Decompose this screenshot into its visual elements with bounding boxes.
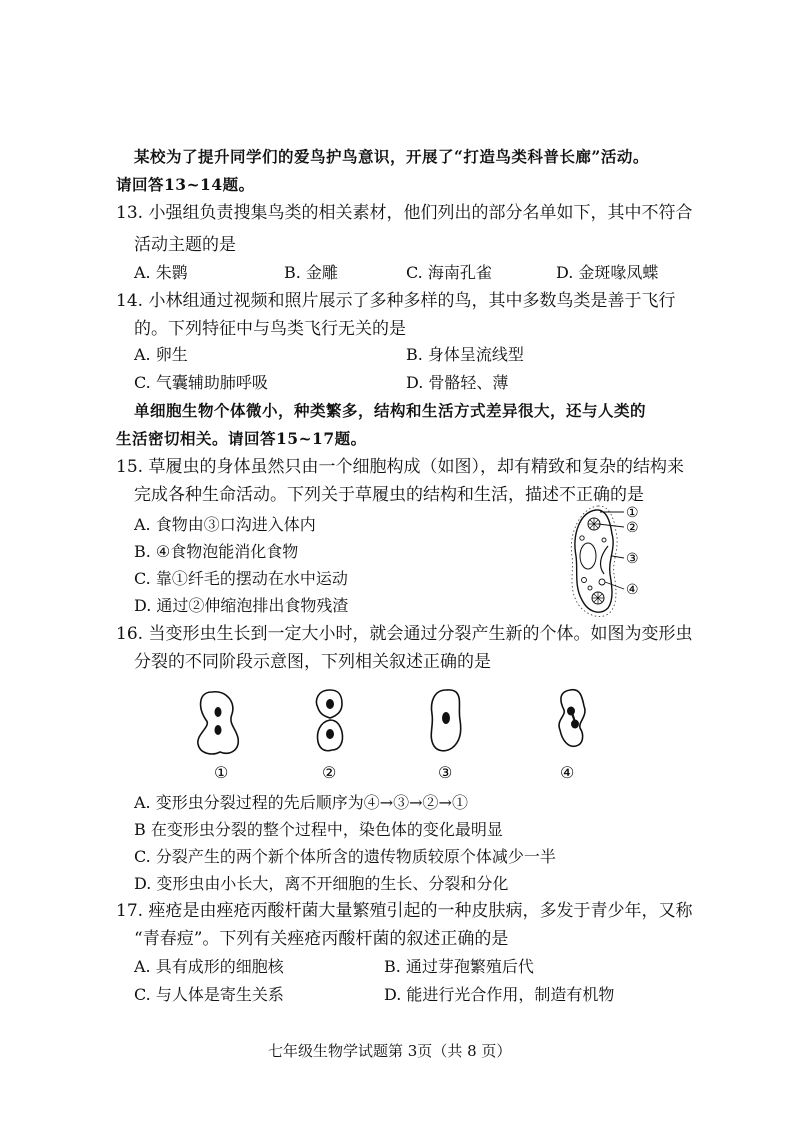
question-14-option-d: D. 骨骼轻、薄 [406, 373, 509, 392]
question-13-option-c: C. 海南孔雀 [406, 263, 492, 282]
amoeba-stage-4 [559, 690, 585, 747]
question-15-option-d: D. 通过②伸缩泡排出食物残渣 [134, 596, 349, 615]
amoeba-label-3: ③ [438, 763, 453, 782]
intro-13-14-line1: 某校为了提升同学们的爱鸟护鸟意识，开展了“打造鸟类科普长廊”活动。 [134, 147, 649, 166]
question-15-option-b: B. ④食物泡能消化食物 [134, 542, 299, 561]
amoeba-stage-3 [431, 690, 460, 751]
question-14-option-c: C. 气囊辅助肺呼吸 [134, 373, 268, 392]
question-14-stem-line2: 的。下列特征中与鸟类飞行无关的是 [134, 319, 406, 339]
question-17-option-b: B. 通过芽孢繁殖后代 [384, 957, 534, 976]
question-13-stem-line2: 活动主题的是 [134, 235, 236, 255]
question-15-stem-line2: 完成各种生命活动。下列关于草履虫的结构和生活，描述不正确的是 [134, 485, 644, 505]
amoeba-stage-1 [198, 692, 238, 754]
question-13-option-b: B. 金雕 [284, 263, 338, 282]
amoeba-division-figure [190, 686, 620, 786]
intro-15-17-line2: 生活密切相关。请回答15~17题。 [116, 429, 367, 448]
question-15-option-c: C. 靠①纤毛的摆动在水中运动 [134, 569, 348, 588]
question-13-option-d: D. 金斑喙凤蝶 [556, 263, 659, 282]
question-17-option-a: A. 具有成形的细胞核 [134, 957, 284, 976]
question-15-stem-line1: 15. 草履虫的身体虽然只由一个细胞构成（如图），却有精致和复杂的结构来 [116, 457, 684, 477]
paramecium-label-4: ④ [626, 582, 639, 598]
paramecium-label-2: ② [626, 520, 639, 536]
paramecium-label-1: ① [626, 505, 639, 521]
question-14-option-b: B. 身体呈流线型 [406, 345, 524, 364]
question-16-option-c: C. 分裂产生的两个新个体所含的遗传物质较原个体减少一半 [134, 847, 556, 866]
amoeba-stage-2 [317, 690, 343, 751]
question-16-option-a: A. 变形虫分裂过程的先后顺序为④→③→②→① [134, 793, 468, 812]
question-17-option-c: C. 与人体是寄生关系 [134, 985, 284, 1004]
amoeba-label-4: ④ [560, 763, 575, 782]
intro-15-17-line1: 单细胞生物个体微小，种类繁多，结构和生活方式差异很大，还与人类的 [134, 401, 647, 420]
question-16-stem-line1: 16. 当变形虫生长到一定大小时，就会通过分裂产生新的个体。如图为变形虫 [116, 624, 693, 644]
amoeba-label-2: ② [322, 763, 337, 782]
question-15-option-a: A. 食物由③口沟进入体内 [134, 515, 316, 534]
paramecium-figure [560, 500, 670, 620]
intro-13-14-line2: 请回答13~14题。 [116, 175, 255, 194]
question-16-option-d: D. 变形虫由小长大，离不开细胞的生长、分裂和分化 [134, 874, 509, 893]
question-14-stem-line1: 14. 小林组通过视频和照片展示了多种多样的鸟，其中多数鸟类是善于飞行 [116, 291, 676, 311]
question-17-option-d: D. 能进行光合作用，制造有机物 [384, 985, 615, 1004]
question-14-option-a: A. 卵生 [134, 345, 188, 364]
question-17-stem-line2: “青春痘”。下列有关痤疮丙酸杆菌的叙述正确的是 [134, 929, 509, 949]
paramecium-label-3: ③ [626, 551, 639, 567]
page-footer: 七年级生物学试题第 3页（共 8 页） [268, 1042, 512, 1060]
question-13-stem-line1: 13. 小强组负责搜集鸟类的相关素材，他们列出的部分名单如下，其中不符合 [116, 203, 693, 223]
question-13-option-a: A. 朱鹮 [134, 263, 188, 282]
question-16-option-b: B 在变形虫分裂的整个过程中，染色体的变化最明显 [134, 820, 503, 839]
question-16-stem-line2: 分裂的不同阶段示意图，下列相关叙述正确的是 [134, 652, 491, 672]
amoeba-label-1: ① [214, 763, 229, 782]
question-17-stem-line1: 17. 痤疮是由痤疮丙酸杆菌大量繁殖引起的一种皮肤病，多发于青少年，又称 [116, 901, 693, 921]
